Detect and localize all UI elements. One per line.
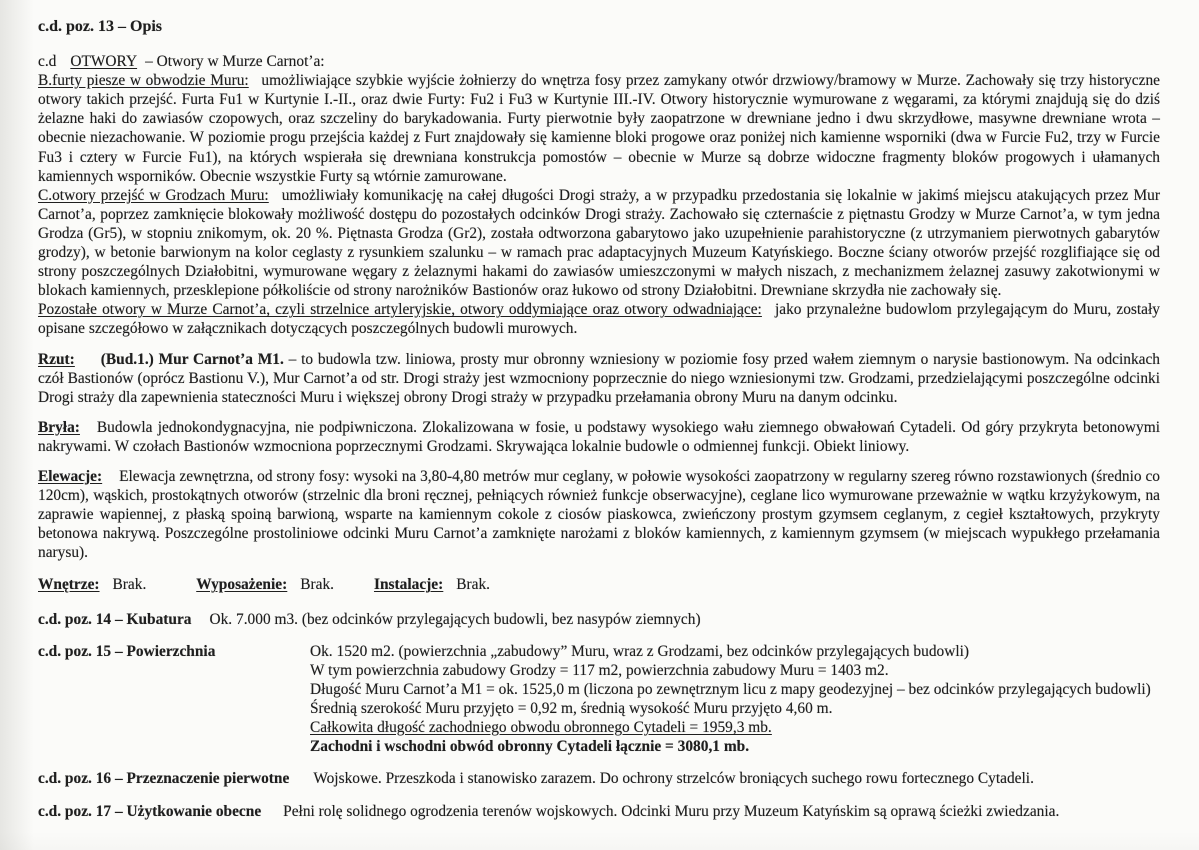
paragraph-elewacje (38, 467, 1160, 562)
poz14-value: Ok. 7.000 m3. (bez odcinków przylegających budowli, bez nasypów ziemnych) (209, 610, 701, 628)
poz17-label: c.d. poz. 17 – Użytkowanie obecne (38, 803, 262, 821)
bryla-label: Bryła: (38, 418, 80, 436)
poz15-values (310, 642, 1160, 757)
poz15-line-length: Długość Muru Carnot’a M1 = ok. 1525,0 m (liczona po zewnętrznym licu z mapy geodezyjnej – bez odcinków przylegających budowli) (310, 680, 1151, 698)
rzut-building-name: (Bud.1.) Mur Carnot’a M1. (100, 350, 284, 368)
paragraph-rzut (38, 350, 1160, 407)
paragraph-grodze-body: umożliwiały komunikację na całej długości Drogi straży, a w przypadku przedostania się lokalnie w jakimś miejscu atakujących przez Mur Carnot’a, poprzez zamknięcie blokowały możliwość dostępu do pozostałych odcinków Drogi straży. Zachowało się czternaście z piętnastu Grodzy w Murze Carnot’a, w tym jedna Grodza (Gr5), w stopniu znikomym, ok. 20 %. Piętnasta Grodza (Gr2), została odtworzona gabarytowo jako uzupełnienie parahistoryczne (z utrzymaniem pierwotnych gabarytów grodzy), w betonie barwionym na kolor ceglasty z rysunkiem szalunku – w ramach prac adaptacyjnych Muzeum Katyńskiego. Boczne ściany otworów przejść rozglifiające się od strony poszczególnych Działobitni, wymurowane węgary z żelaznymi hakami do zawiasów umieszczonymi w małych niszach, z mechanizmem żelaznej zasuwy zakotwionymi w blokach kamiennych, przesklepione półkoliście od strony narożników Bastionów oraz łukowo od strony Działobitni. Drewniane skrzydła nie zachowały się. (38, 186, 1160, 300)
wyposazenie-label: Wyposażenie: (196, 576, 288, 594)
stany-row (38, 575, 1160, 594)
poz15-block (38, 642, 1160, 757)
rzut-label: Rzut: (38, 350, 75, 368)
rzut-body: – to budowla tzw. liniowa, prosty mur obronny wzniesiony w poziomie fosy przed wałem ziemnym o narysie bastionowym. Na odcinkach czół Bastionów (oprócz Bastionu V.), Mur Carnot’a od str. Drogi straży jest wzmocniony poprzecznie do niego wzniesionymi tzw. Grodzami, przedzielającymi poszczególne odcinki Drogi straży dla zapewnienia stateczności Muru i większej obrony Drogi straży w przypadku przełamania obrony Muru na danym odcinku. (38, 350, 1161, 406)
instalacje-label: Instalacje: (373, 576, 444, 594)
elewacje-label: Elewacje: (38, 467, 103, 485)
poz15-label: c.d. poz. 15 – Powierzchnia (38, 642, 216, 660)
poz15-line-breakdown: W tym powierzchnia zabudowy Grodzy = 117 m2, powierzchnia zabudowy Muru = 1403 m2. (310, 661, 889, 679)
poz15-line-west-perimeter: Całkowita długość zachodniego obwodu obronnego Cytadeli = 1959,3 mb. (310, 719, 772, 736)
elewacje-body: Elewacja zewnętrzna, od strony fosy: wysoki na 3,80-4,80 metrów mur ceglany, w połowie wysokości zaopatrzony w regularny szereg równo rozstawionych (średnio co 120cm), wąskich, prostokątnych otworów (strzelnic dla broni ręcznej, pełniących również funkcje obserwacyjne), ceglane lico wymurowane przeważnie w wątku krzyżykowym, na zaprawie wapiennej, z płaską spoiną barwioną, wsparte na kamiennym cokole z ciosów piaskowca, zwieńczony prostym gzymsem ceglanym, z cegieł kształtowych, przykryty betonowa nakrywą. Poszczególne prostoliniowe odcinki Muru Carnot’a zamknięte narożami z bloków kamiennych, z kamiennym gzymsem (w miejscach wypukłego przełamania narysu). (38, 467, 1160, 562)
wnetrze-value: Brak. (112, 576, 147, 594)
paragraph-grodze-lead: C.otwory przejść w Grodzach Muru: (38, 186, 269, 204)
paragraph-pozostale-body: jako przynależne budowlom przylegającym do Muru, zostały opisane szczegółowo w załącznikach dotyczących poszczególnych budowli murowych. (38, 301, 1160, 338)
otwory-prefix: c.d (38, 53, 57, 71)
poz14-label: c.d. poz. 14 – Kubatura (38, 610, 192, 628)
otwory-word: OTWORY (70, 53, 138, 71)
page-title: c.d. poz. 13 – Opis (38, 18, 163, 35)
poz16-label: c.d. poz. 16 – Przeznaczenie pierwotne (38, 770, 290, 788)
wnetrze-label: Wnętrze: (38, 576, 100, 594)
poz17-row (38, 802, 1160, 821)
bryla-body: Budowla jednokondygnacyjna, nie podpiwniczona. Zlokalizowana w fosie, u podstawy wysokiego wału ziemnego obwałowań Cytadeli. Od góry przykryta betonowymi nakrywami. W czołach Bastionów wzmocniona poprzecznymi Grodzami. Skrywająca lokalnie budowle o odmiennej funkcji. Obiekt liniowy. (38, 418, 1160, 455)
paragraph-pozostale-lead: Pozostałe otwory w Murze Carnot’a, czyli strzelnice artyleryjskie, otwory oddymiające oraz otwory odwadniające: (38, 301, 762, 319)
paragraph-grodze (38, 186, 1160, 301)
poz17-value: Pełni rolę solidnego ogrodzenia terenów wojskowych. Odcinki Muru przy Muzeum Katyńskim są oprawą ścieżki zwiedzania. (283, 803, 1060, 821)
paragraph-pozostale-otwory (38, 300, 1160, 338)
poz15-line-dimensions: Średnią szerokość Muru przyjęto = 0,92 m, średnią wysokość Muru przyjęto 4,60 m. (310, 699, 833, 717)
wyposazenie-value: Brak. (300, 576, 334, 594)
otwory-heading (38, 52, 1160, 71)
paragraph-furty (38, 71, 1160, 186)
poz16-row (38, 769, 1160, 788)
instalacje-value: Brak. (456, 576, 490, 594)
poz16-value: Wojskowe. Przeszkoda i stanowisko zarazem. Do ochrony strzelców broniących suchego rowu fortecznego Cytadeli. (313, 770, 1034, 788)
poz14-row (38, 610, 1160, 629)
poz15-line-area: Ok. 1520 m2. (powierzchnia „zabudowy” Muru, wraz z Grodzami, bez odcinków przylegających budowli) (310, 642, 970, 660)
paragraph-furty-lead: B.furty piesze w obwodzie Muru: (38, 72, 249, 90)
otwory-rest: – Otwory w Murze Carnot’a: (145, 53, 325, 71)
paragraph-furty-body: umożliwiające szybkie wyjście żołnierzy do wnętrza fosy przez zamykany otwór drzwiowy/bramowy w Murze. Zachowały się trzy historyczne otwory takich przejść. Furta Fu1 w Kurtynie I.-II., oraz dwie Furty: Fu2 i Fu3 w Kurtynie III.-IV. Otwory historycznie wymurowane z węgarami, za którymi znajdują się do dziś żelazne haki do zawiasów czopowych, oraz szczeliny do barykadowania. Furty pierwotnie były zaopatrzone w drewniane jedno i dwu skrzydłowe, masywne drewniane wrota – obecnie niezachowanie. W poziomie progu przejścia każdej z Furt znajdowały się kamienne bloki progowe oraz poniżej nich kamienne wsporniki (dwa w Furcie Fu2, trzy w Furcie Fu3 i cztery w Furcie Fu1), na których wspierała się drewniana konstrukcja pomostów – obecnie w Murze są dobrze widoczne fragmenty bloków progowych i ułamanych kamiennych wsporników. Obecnie wszystkie Furty są wtórnie zamurowane. (38, 72, 1160, 185)
poz15-line-total-perimeter: Zachodni i wschodni obwód obronny Cytadeli łącznie = 3080,1 mb. (310, 738, 750, 756)
paragraph-bryla (38, 418, 1160, 456)
